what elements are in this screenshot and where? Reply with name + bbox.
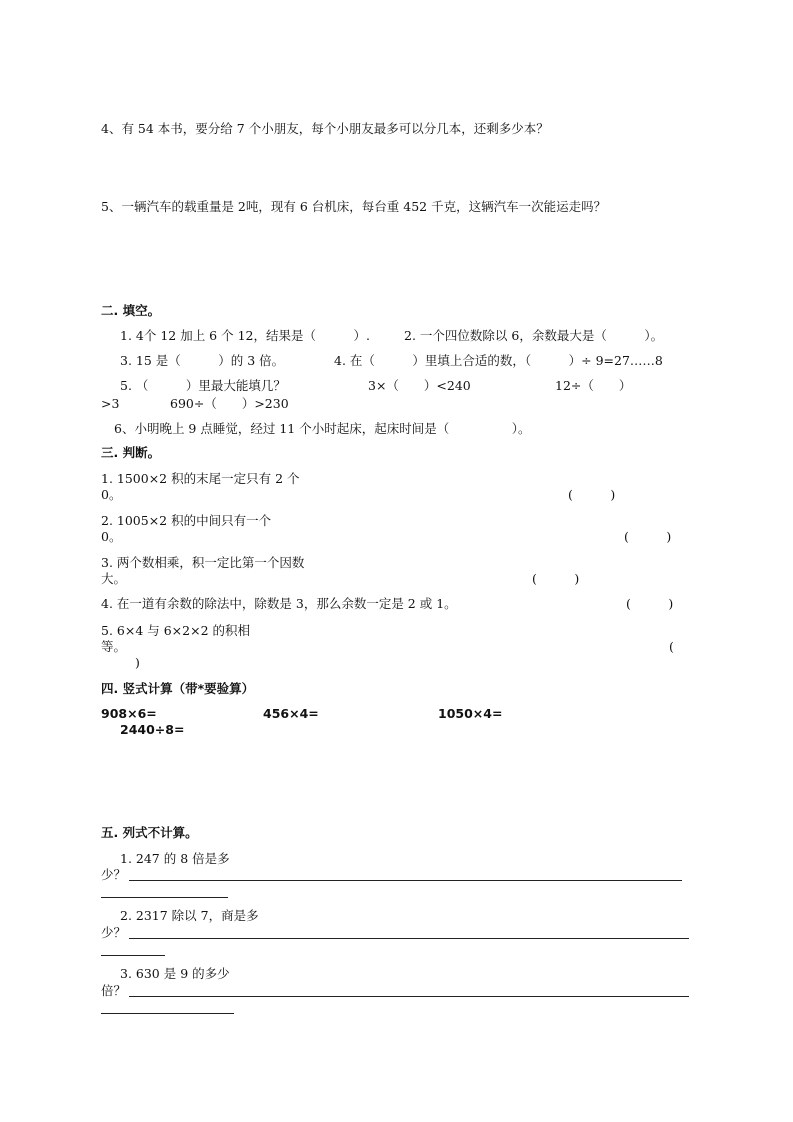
formula-heading: 五. 列式不计算。 [101,825,198,840]
judge-4-answer[interactable]: ( ) [626,596,674,611]
formula-1-answer-line-2[interactable] [101,897,228,898]
formula-2: 2. 2317 除以 7，商是多 [120,908,259,923]
judge-2: 2. 1005×2 积的中间只有一个 [101,513,272,528]
formula-2-answer-line-2[interactable] [101,955,165,956]
judge-5-answer-open[interactable]: ( [669,639,674,654]
problem-5: 5、一辆汽车的载重量是 2吨，现有 6 台机床，每台重 452 千克，这辆汽车一次能运走吗？ [101,199,607,214]
formula-2-tail: 少？ [101,925,127,940]
formula-3-answer-line-2[interactable] [101,1013,234,1014]
judge-5-answer-close[interactable]: ) [135,655,140,670]
judge-2-tail: 0。 [101,529,122,544]
vertical-e3: 1050×4= [438,706,503,721]
formula-2-answer-line[interactable] [129,938,689,939]
judge-3-tail: 大。 [101,571,127,586]
vertical-e2: 456×4= [263,706,319,721]
formula-1-answer-line[interactable] [129,880,682,881]
judge-4: 4. 在一道有余数的除法中，除数是 3，那么余数一定是 2 或 1。 [101,596,457,611]
formula-3-tail: 倍？ [101,983,127,998]
formula-1-tail: 少？ [101,867,127,882]
fill-q5-expr2-tail: >3 [101,396,120,411]
vertical-e1: 908×6= [101,706,157,721]
judge-1: 1. 1500×2 积的末尾一定只有 2 个 [101,471,300,486]
fill-q5-expr2: 12÷（ ） [555,378,632,393]
judge-5-tail: 等。 [101,639,127,654]
formula-3-answer-line[interactable] [129,996,689,997]
fill-q1: 1. 4个 12 加上 6 个 12，结果是（ ）. [120,328,370,343]
formula-3: 3. 630 是 9 的多少 [120,966,230,981]
fill-q3: 3. 15 是（ ）的 3 倍。 [120,353,285,368]
fill-q6: 6、小明晚上 9 点睡觉，经过 11 个小时起床，起床时间是（ ）。 [114,421,531,436]
formula-1: 1. 247 的 8 倍是多 [120,851,230,866]
judge-3-answer[interactable]: ( ) [532,571,580,586]
fill-q4: 4. 在（ ）里填上合适的数，（ ）÷ 9=27……8 [334,353,663,368]
fill-q5-expr3: 690÷（ ）>230 [170,396,289,411]
judge-heading: 三. 判断。 [101,445,161,460]
judge-3: 3. 两个数相乘，积一定比第一个因数 [101,555,305,570]
fill-q2: 2. 一个四位数除以 6，余数最大是（ ）。 [404,328,664,343]
vertical-heading: 四. 竖式计算（带*要验算） [101,681,255,696]
fill-q5: 5. （ ）里最大能填几？ [120,378,286,393]
judge-2-answer[interactable]: ( ) [624,529,672,544]
vertical-e4: 2440÷8= [120,722,185,737]
fill-heading: 二. 填空。 [101,303,161,318]
problem-4: 4、有 54 本书，要分给 7 个小朋友，每个小朋友最多可以分几本，还剩多少本？ [101,121,549,136]
judge-5: 5. 6×4 与 6×2×2 的积相 [101,623,251,638]
fill-q5-expr1: 3×（ ）<240 [368,378,471,393]
judge-1-tail: 0。 [101,487,122,502]
judge-1-answer[interactable]: ( ) [568,487,616,502]
